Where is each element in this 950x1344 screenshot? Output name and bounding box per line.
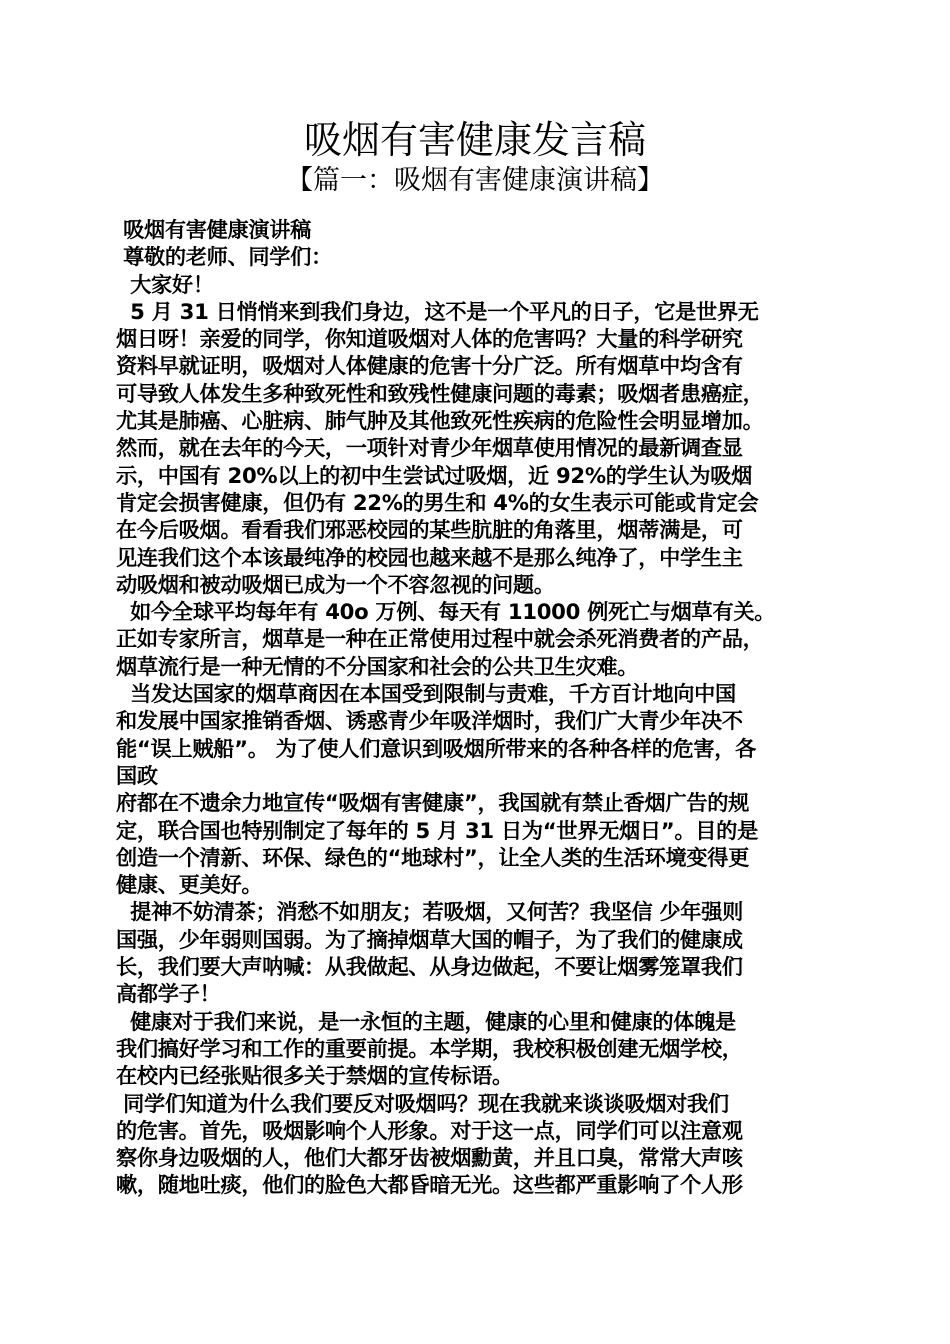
document-body <box>116 216 838 1199</box>
text-line: 资料早就证明，吸烟对人体健康的危害十分广泛。所有烟草中均含有 <box>116 353 743 379</box>
text-line: 大家好！ <box>116 271 214 297</box>
text-line: 尊敬的老师、同学们： <box>116 244 332 270</box>
text-line: 定，联合国也特别制定了每年的 5 月 31 日为“世界无烟日”。目的是 <box>116 817 758 843</box>
text-line: 我们搞好学习和工作的重要前提。本学期，我校积极创建无烟学校， <box>116 1035 743 1061</box>
text-line: 国政 <box>116 762 158 788</box>
text-line: 创造一个清新、环保、绿色的“地球村”，让全人类的生活环境变得更 <box>116 844 749 870</box>
text-line: 5 月 31 日悄悄来到我们身边，这不是一个平凡的日子，它是世界无 <box>116 298 759 324</box>
text-line: 在校内已经张贴很多关于禁烟的宣传标语。 <box>116 1063 513 1089</box>
text-line: 吸烟有害健康演讲稿 <box>116 217 312 242</box>
text-line: 然而，就在去年的今天，一项针对青少年烟草使用情况的最新调查显 <box>116 435 743 461</box>
text-line: 动吸烟和被动吸烟已成为一个不容忽视的问题。 <box>116 571 555 597</box>
text-line: 能“误上贼船”。 为了使人们意识到吸烟所带来的各种各样的危害，各 <box>116 735 757 761</box>
text-line: 提神不妨清茶；消愁不如朋友；若吸烟，又何苦？我坚信 少年强则 <box>116 899 743 925</box>
text-line: 健康对于我们来说，是一永恒的主题，健康的心里和健康的体魄是 <box>116 1008 736 1034</box>
text-line: 示，中国有 20%以上的初中生尝试过吸烟，近 92%的学生认为吸烟 <box>116 462 752 488</box>
text-line: 高都学子！ <box>116 981 221 1007</box>
text-line: 肯定会损害健康，但仍有 22%的男生和 4%的女生表示可能或肯定会 <box>116 489 759 515</box>
document-subtitle: 【篇一：吸烟有害健康演讲稿】 <box>286 165 664 196</box>
text-line: 的危害。首先，吸烟影响个人形象。对于这一点，同学们可以注意观 <box>116 1117 743 1143</box>
document-title: 吸烟有害健康发言稿 <box>303 118 646 162</box>
text-line: 见连我们这个本该最纯净的校园也越来越不是那么纯净了，中学生主 <box>116 544 743 570</box>
text-line: 长，我们要大声呐喊：从我做起、从身边做起，不要让烟雾笼罩我们 <box>116 954 743 980</box>
text-line: 可导致人体发生多种致死性和致残性健康问题的毒素；吸烟者患癌症， <box>116 380 764 406</box>
text-line: 烟草流行是一种无情的不分国家和社会的公共卫生灾难。 <box>116 653 639 679</box>
text-line: 烟日呀！亲爱的同学，你知道吸烟对人体的危害吗？大量的科学研究 <box>116 326 743 352</box>
text-line: 当发达国家的烟草商因在本国受到限制与责难，千方百计地向中国 <box>116 681 736 707</box>
text-line: 健康、更美好。 <box>116 872 263 898</box>
text-line: 正如专家所言，烟草是一种在正常使用过程中就会杀死消费者的产品， <box>116 626 764 652</box>
text-line: 如今全球平均每年有 40o 万例、每天有 11000 例死亡与烟草有关。 <box>116 599 776 625</box>
text-line: 尤其是肺癌、心脏病、肺气肿及其他致死性疾病的危险性会明显增加。 <box>116 408 764 434</box>
text-line: 府都在不遗余力地宣传“吸烟有害健康”，我国就有禁止香烟广告的规 <box>116 790 749 816</box>
text-line: 嗽，随地吐痰，他们的脸色大都昏暗无光。这些都严重影响了个人形 <box>116 1172 743 1198</box>
text-line: 和发展中国家推销香烟、诱惑青少年吸洋烟时，我们广大青少年决不 <box>116 708 743 734</box>
text-line: 察你身边吸烟的人，他们大都牙齿被烟勳黄，并且口臭，常常大声咳 <box>116 1145 743 1171</box>
text-line: 同学们知道为什么我们要反对吸烟吗？现在我就来谈谈吸烟对我们 <box>116 1090 729 1116</box>
text-line: 国强，少年弱则国弱。为了摘掉烟草大国的帽子，为了我们的健康成 <box>116 926 743 952</box>
text-line: 在今后吸烟。看看我们邪恶校园的某些肮脏的角落里，烟蒂满是，可 <box>116 517 743 543</box>
